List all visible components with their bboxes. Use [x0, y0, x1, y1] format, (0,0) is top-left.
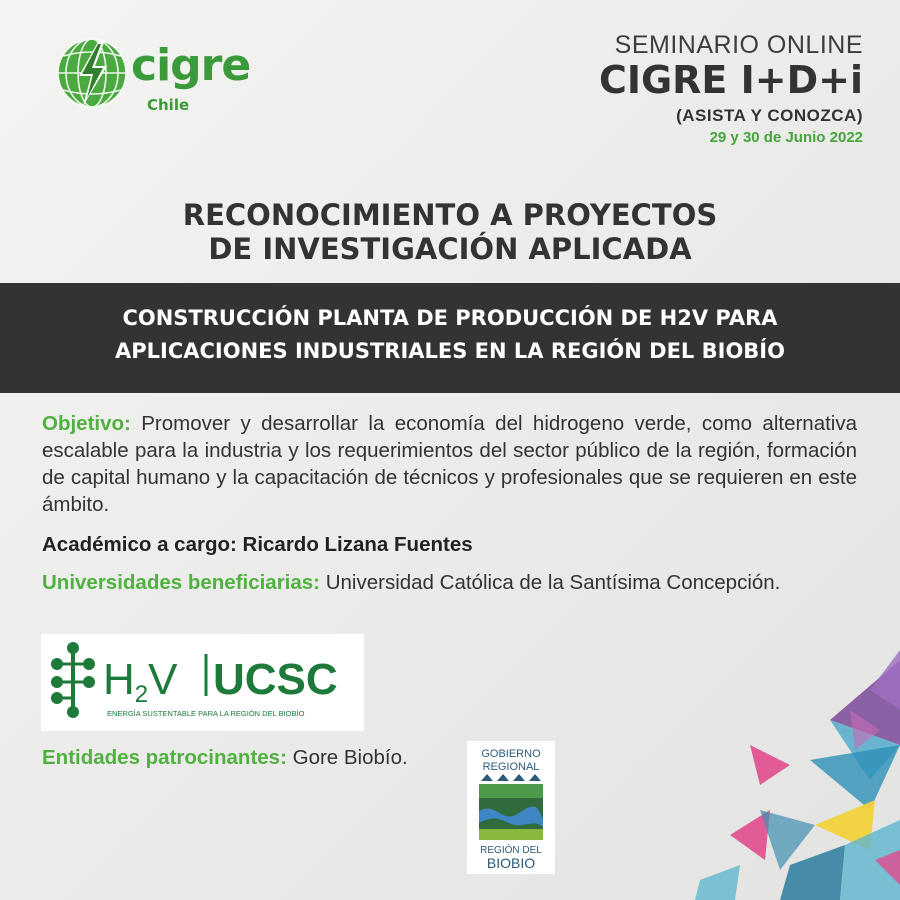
universities-label: Universidades beneficiarias: [42, 571, 321, 594]
universities-text: Universidad Católica de la Santísima Concepción. [320, 571, 781, 594]
ucsc-text: UCSC [213, 655, 338, 704]
academic-in-charge: Académico a cargo: Ricardo Lizana Fuentes [42, 533, 473, 556]
cigre-country: Chile [147, 96, 190, 114]
seminar-dates: 29 y 30 de Junio 2022 [709, 129, 863, 146]
project-title-line2: APLICACIONES INDUSTRIALES EN LA REGIÓN DEL BIOBÍO [115, 339, 785, 363]
h2v-text: H2V [103, 655, 178, 708]
seminar-name: CIGRE I+D+i [598, 58, 863, 102]
beneficiary-universities [42, 570, 802, 596]
cigre-logo [55, 36, 255, 118]
cigre-wordmark: cigre [131, 40, 251, 91]
mountains-icon [481, 774, 541, 781]
project-title [0, 302, 900, 368]
title-line2: DE INVESTIGACIÓN APLICADA [208, 232, 692, 266]
objective-label: Objetivo: [42, 412, 131, 435]
molecule-icon [51, 642, 95, 718]
objective-paragraph [42, 410, 857, 518]
h2v-ucsc-logo-graphic [41, 634, 364, 731]
h2v-tagline: ENERGÍA SUSTENTABLE PARA LA REGIÓN DEL BIOBÍO [107, 709, 305, 718]
h2v-ucsc-logo [41, 634, 364, 731]
gore-line2: REGIONAL [482, 761, 540, 773]
gore-line4: BIOBIO [486, 855, 536, 871]
sponsors-label: Entidades patrocinantes: [42, 746, 287, 769]
objective-text: Promover y desarrollar la economía del hidrogeno verde, como alternativa escalable para la industria y los requerimientos del sector público de la región, formación de capital humano y la capacitación de técnicos y profesionales que se requieren en este ámbito. [42, 412, 857, 516]
gore-line3: REGIÓN DEL [480, 845, 542, 856]
seminar-header [599, 30, 863, 148]
gore-logo-graphic [467, 741, 555, 874]
project-title-line1: CONSTRUCCIÓN PLANTA DE PRODUCCIÓN DE H2V PARA [122, 306, 778, 330]
sponsors-text: Gore Biobío. [286, 746, 408, 769]
globe-icon [55, 36, 129, 110]
project-band [0, 283, 900, 393]
gore-line1: GOBIERNO [481, 748, 541, 760]
seminar-subtitle: (ASISTA Y CONOZCA) [676, 106, 863, 125]
gobierno-regional-logo [467, 741, 555, 874]
sponsoring-entities [42, 746, 408, 770]
title-line1: RECONOCIMIENTO A PROYECTOS [182, 198, 718, 232]
page-title [0, 198, 900, 266]
seminar-type: SEMINARIO ONLINE [614, 31, 863, 59]
decorative-triangles [640, 650, 900, 900]
